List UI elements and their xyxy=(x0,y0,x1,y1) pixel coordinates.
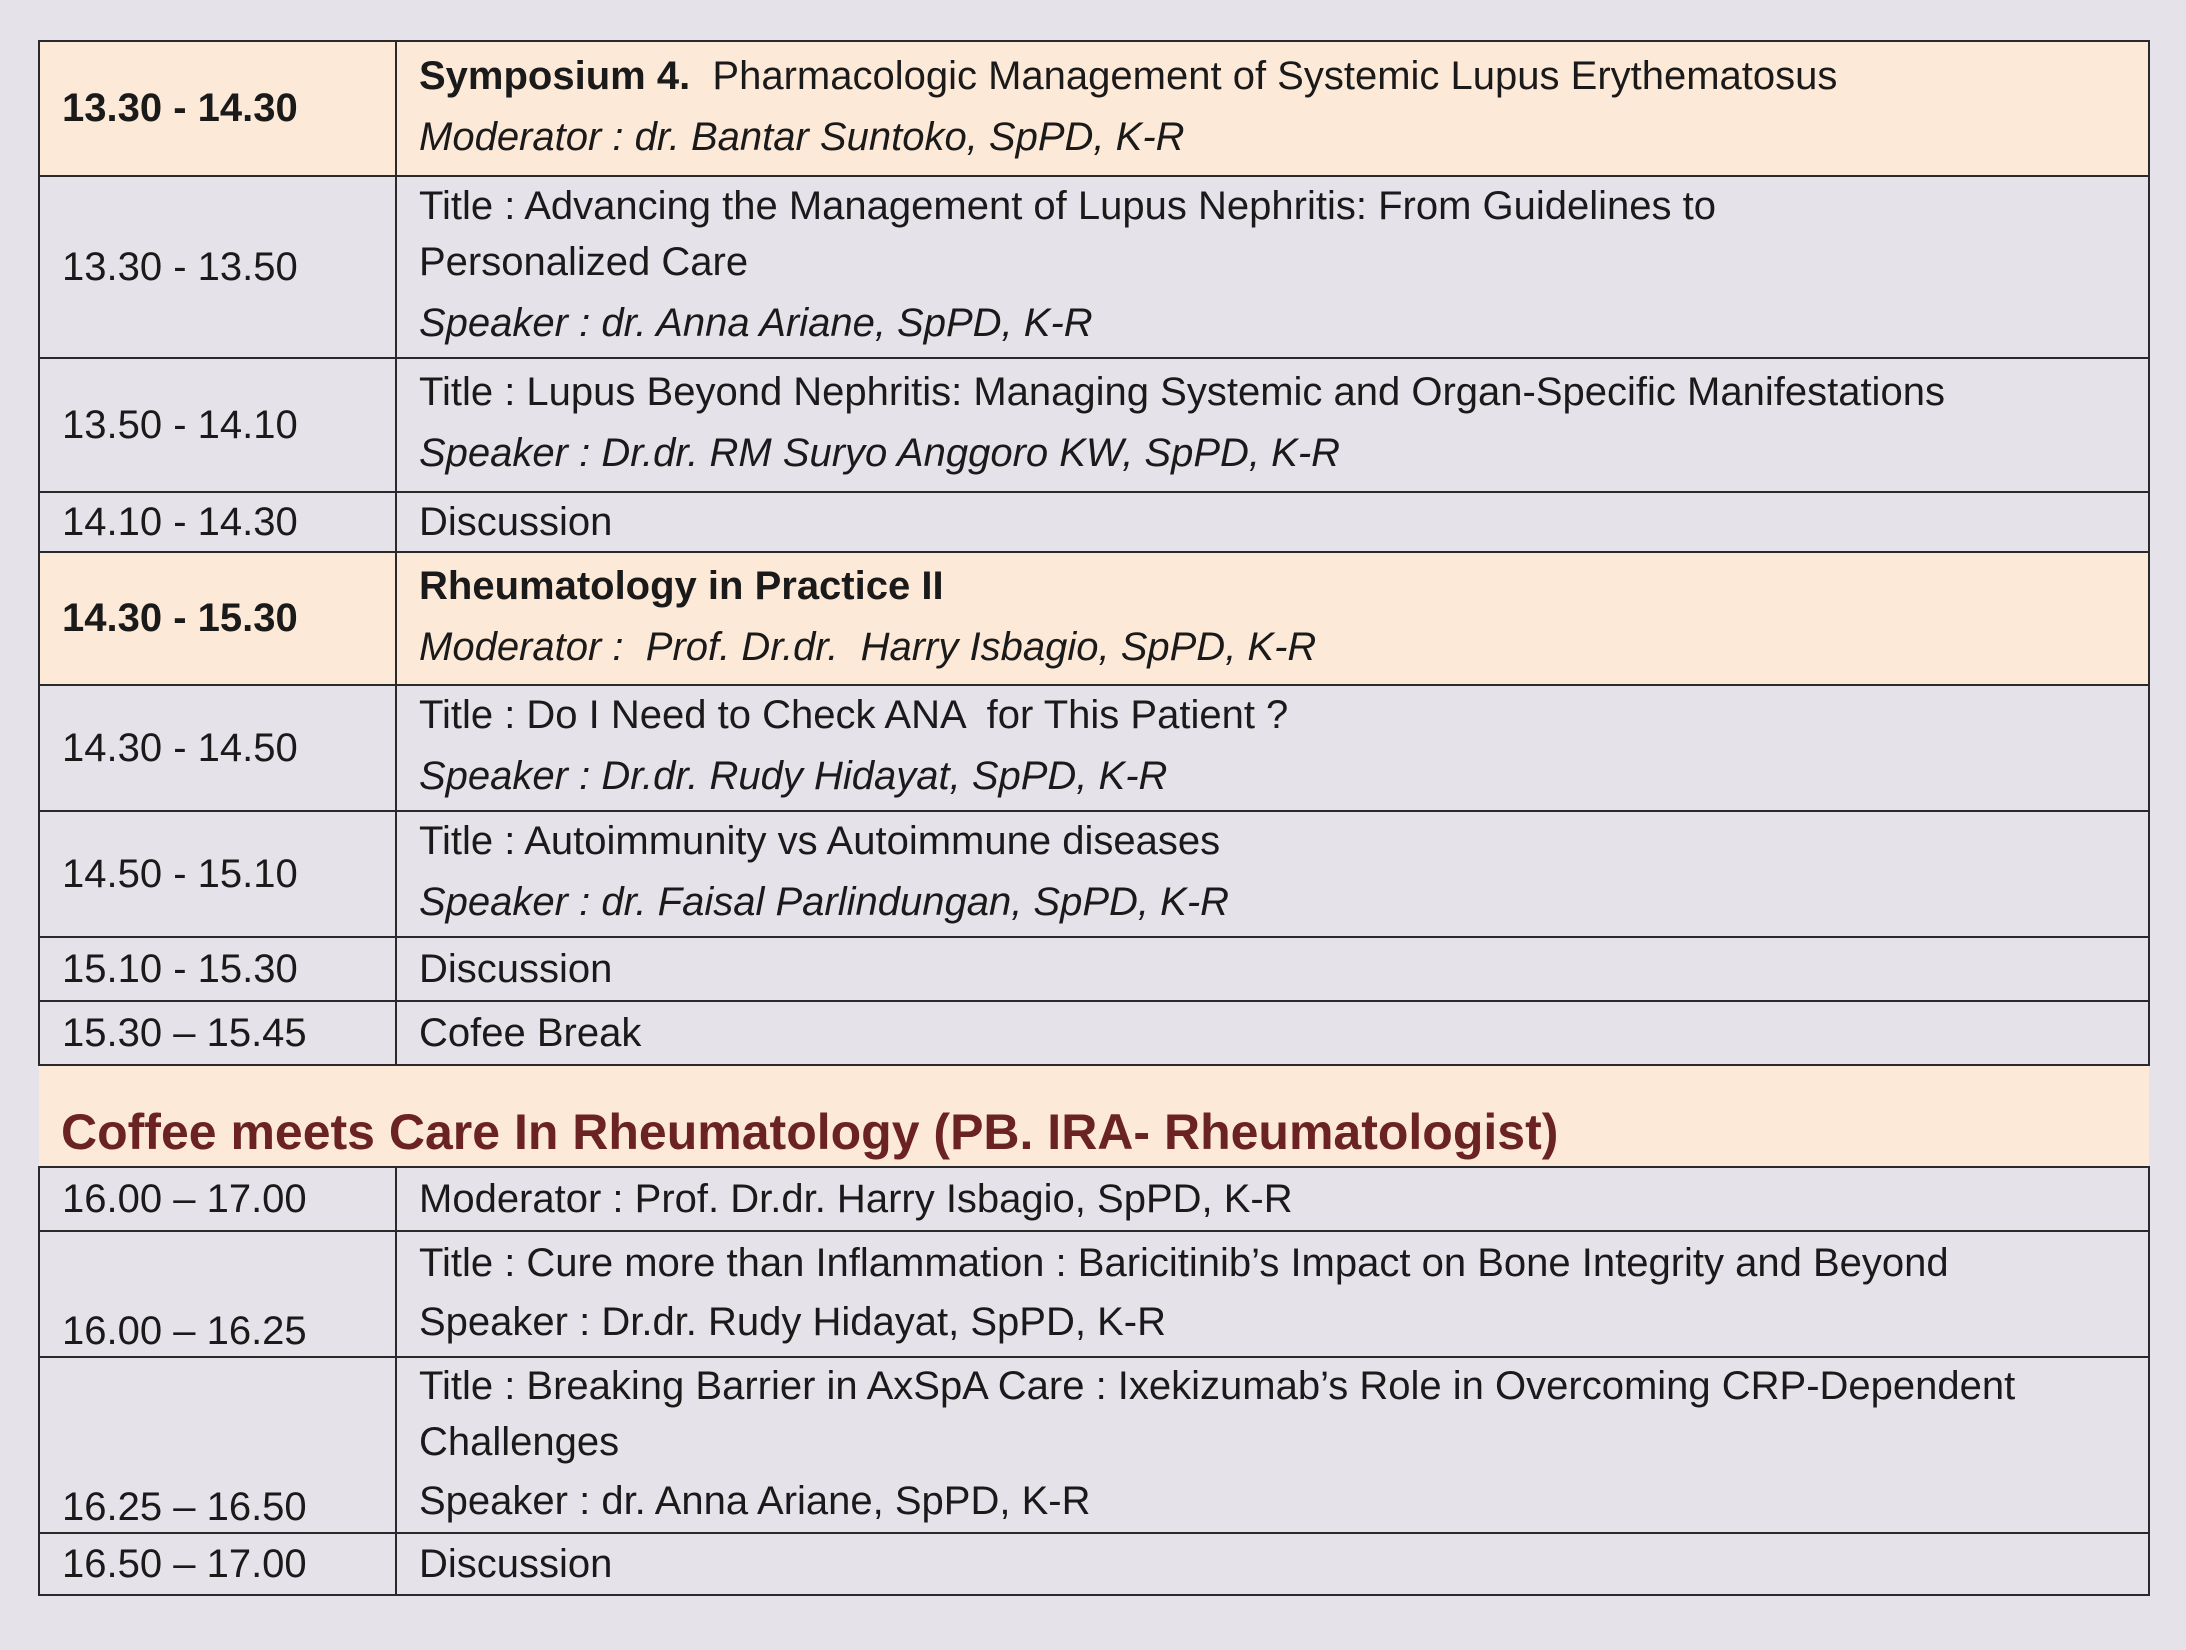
talk-speaker: Speaker : Dr.dr. Rudy Hidayat, SpPD, K-R xyxy=(419,754,1168,798)
discussion-row xyxy=(39,492,2149,552)
talk-row xyxy=(39,811,2149,937)
talk-cell xyxy=(396,685,2149,811)
talk-title-line-1: Title : Breaking Barrier in AxSpA Care : Ixekizumab’s Role in Overcoming CRP-Dependent xyxy=(419,1364,2016,1408)
talk-time: 16.00 – 16.25 xyxy=(39,1231,396,1357)
discussion-row xyxy=(39,1533,2149,1595)
talk-speaker: Speaker : Dr.dr. Rudy Hidayat, SpPD, K-R xyxy=(419,1300,1166,1344)
talk-title-line-2: Challenges xyxy=(419,1420,620,1464)
session-header-row xyxy=(39,552,2149,685)
talk-cell xyxy=(396,1231,2149,1357)
talk-cell xyxy=(396,811,2149,937)
talk-time: 16.25 – 16.50 xyxy=(39,1357,396,1533)
talk-row xyxy=(39,358,2149,492)
talk-title: Title : Autoimmunity vs Autoimmune diseases xyxy=(419,819,1221,863)
talk-row xyxy=(39,685,2149,811)
talk-time: 16.50 – 17.00 xyxy=(39,1533,396,1595)
program-schedule-table xyxy=(38,40,2150,1596)
talk-time: 14.30 - 14.50 xyxy=(39,685,396,811)
talk-speaker: Speaker : dr. Anna Ariane, SpPD, K-R xyxy=(419,1479,1091,1523)
talk-title: Title : Do I Need to Check ANA for This Patient ? xyxy=(419,693,1289,737)
talk-title-line-1: Title : Advancing the Management of Lupus Nephritis: From Guidelines to xyxy=(419,184,1716,228)
talk-title: Title : Lupus Beyond Nephritis: Managing Systemic and Organ-Specific Manifestations xyxy=(419,370,1945,414)
session-title: Rheumatology in Practice II xyxy=(419,563,944,608)
talk-time: 15.30 – 15.45 xyxy=(39,1001,396,1065)
talk-title: Moderator : Prof. Dr.dr. Harry Isbagio, SpPD, K-R xyxy=(396,1167,2149,1231)
discussion-row xyxy=(39,937,2149,1001)
session-cell xyxy=(396,552,2149,685)
talk-time: 16.00 – 17.00 xyxy=(39,1167,396,1231)
talk-title: Title : Cure more than Inflammation : Baricitinib’s Impact on Bone Integrity and Beyond xyxy=(419,1241,1949,1285)
talk-row xyxy=(39,176,2149,358)
talk-time: 13.30 - 13.50 xyxy=(39,176,396,358)
talk-title: Discussion xyxy=(396,1533,2149,1595)
session-label: Symposium 4. xyxy=(419,53,691,98)
session-cell xyxy=(396,41,2149,176)
talk-cell xyxy=(396,1357,2149,1533)
talk-speaker: Speaker : Dr.dr. RM Suryo Anggoro KW, SpPD, K-R xyxy=(419,431,1341,475)
section-title: Coffee meets Care In Rheumatology (PB. IRA- Rheumatologist) xyxy=(39,1065,2149,1167)
talk-time: 13.50 - 14.10 xyxy=(39,358,396,492)
section-header-row xyxy=(39,1065,2149,1167)
session-moderator: Moderator : Prof. Dr.dr. Harry Isbagio, SpPD, K-R xyxy=(419,624,1317,669)
session-time: 14.30 - 15.30 xyxy=(39,552,396,685)
talk-speaker: Speaker : dr. Faisal Parlindungan, SpPD, K-R xyxy=(419,880,1230,924)
session-header-row xyxy=(39,41,2149,176)
session-moderator: Moderator : dr. Bantar Suntoko, SpPD, K-R xyxy=(419,114,1185,159)
moderator-row xyxy=(39,1167,2149,1231)
talk-cell xyxy=(396,176,2149,358)
talk-title-line-2: Personalized Care xyxy=(419,240,749,284)
talk-row xyxy=(39,1357,2149,1533)
talk-title: Cofee Break xyxy=(396,1001,2149,1065)
talk-cell xyxy=(396,358,2149,492)
talk-row xyxy=(39,1231,2149,1357)
session-time: 13.30 - 14.30 xyxy=(39,41,396,176)
talk-title: Discussion xyxy=(396,937,2149,1001)
talk-time: 14.50 - 15.10 xyxy=(39,811,396,937)
break-row xyxy=(39,1001,2149,1065)
session-title: Pharmacologic Management of Systemic Lupus Erythematosus xyxy=(690,53,1838,98)
talk-time: 14.10 - 14.30 xyxy=(39,492,396,552)
talk-title: Discussion xyxy=(396,492,2149,552)
talk-time: 15.10 - 15.30 xyxy=(39,937,396,1001)
talk-speaker: Speaker : dr. Anna Ariane, SpPD, K-R xyxy=(419,301,1093,345)
